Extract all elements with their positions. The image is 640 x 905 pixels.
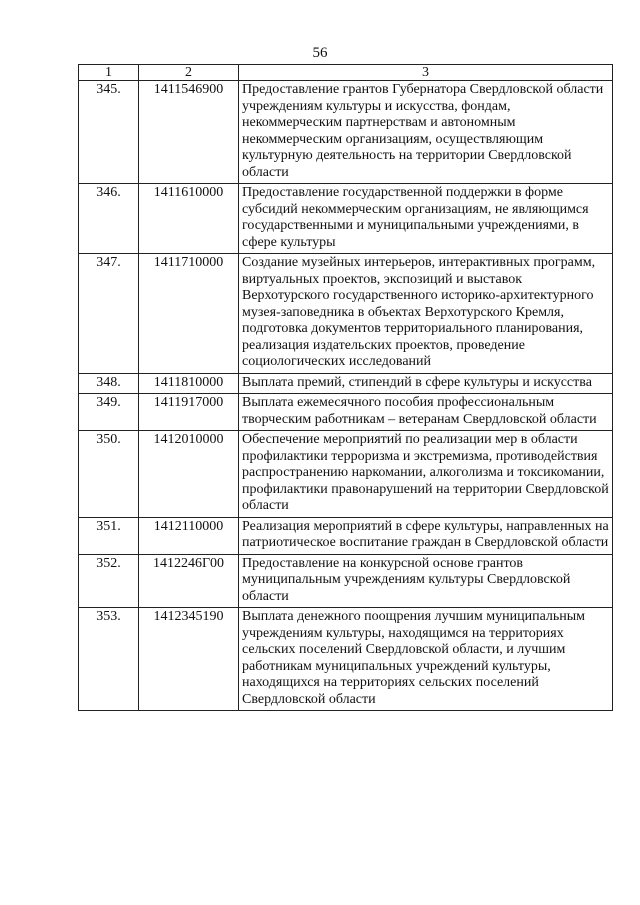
- row-number: 347.: [79, 254, 139, 374]
- column-header-number: 1: [79, 65, 139, 81]
- row-description: Выплата ежемесячного пособия профессиональным творческим работникам – ветеранам Свердловской области: [239, 394, 613, 431]
- row-code: 1411710000: [139, 254, 239, 374]
- row-description: Предоставление на конкурсной основе грантов муниципальным учреждениям культуры Свердловской области: [239, 554, 613, 608]
- row-code: 1411546900: [139, 81, 239, 184]
- row-number: 352.: [79, 554, 139, 608]
- row-code: 1411917000: [139, 394, 239, 431]
- column-header-code: 2: [139, 65, 239, 81]
- row-description: Предоставление государственной поддержки в форме субсидий некоммерческим организациям, не являющимся государственными и муниципальными учреждениями, в сфере культуры: [239, 184, 613, 254]
- table-row: [79, 81, 613, 184]
- row-description: Создание музейных интерьеров, интерактивных программ, виртуальных проектов, экспозиций и выставок Верхотурского государственного историко-архитектурного музея-заповедника в объектах Верхотурского Кремля, подготовка документов территориального планирования, реализация издательских проектов, проведение социологических исследований: [239, 254, 613, 374]
- row-description: Реализация мероприятий в сфере культуры, направленных на патриотическое воспитание граждан в Свердловской области: [239, 517, 613, 554]
- row-code: 1411610000: [139, 184, 239, 254]
- row-code: 1412345190: [139, 608, 239, 711]
- table-row: [79, 373, 613, 394]
- table-row: [79, 431, 613, 518]
- row-description: Обеспечение мероприятий по реализации мер в области профилактики терроризма и экстремизма, противодействия распространению наркомании, алкоголизма и токсикомании, профилактики правонарушений на территории Свердловской области: [239, 431, 613, 518]
- table-row: [79, 254, 613, 374]
- table-row: [79, 394, 613, 431]
- row-code: 1412010000: [139, 431, 239, 518]
- table-row: [79, 554, 613, 608]
- row-code: 1412110000: [139, 517, 239, 554]
- row-description: Выплата денежного поощрения лучшим муниципальным учреждениям культуры, находящимся на территориях сельских поселений Свердловской области, и лучшим работникам муниципальных учреждений культуры, находящихся на территориях сельских поселений Свердловской области: [239, 608, 613, 711]
- page-number: 56: [312, 45, 328, 61]
- row-number: 345.: [79, 81, 139, 184]
- budget-classification-table: [78, 64, 613, 711]
- row-number: 346.: [79, 184, 139, 254]
- row-code: 1412246Г00: [139, 554, 239, 608]
- row-description: Предоставление грантов Губернатора Свердловской области учреждениям культуры и искусства, фондам, некоммерческим партнерствам и автономным некоммерческим организациям, осуществляющим культурную деятельность на территории Свердловской области: [239, 81, 613, 184]
- row-number: 353.: [79, 608, 139, 711]
- row-description: Выплата премий, стипендий в сфере культуры и искусства: [239, 373, 613, 394]
- column-header-description: 3: [239, 65, 613, 81]
- row-code: 1411810000: [139, 373, 239, 394]
- row-number: 348.: [79, 373, 139, 394]
- table-row: [79, 517, 613, 554]
- table-header-row: [79, 65, 613, 81]
- row-number: 349.: [79, 394, 139, 431]
- table-row: [79, 184, 613, 254]
- row-number: 351.: [79, 517, 139, 554]
- table-row: [79, 608, 613, 711]
- row-number: 350.: [79, 431, 139, 518]
